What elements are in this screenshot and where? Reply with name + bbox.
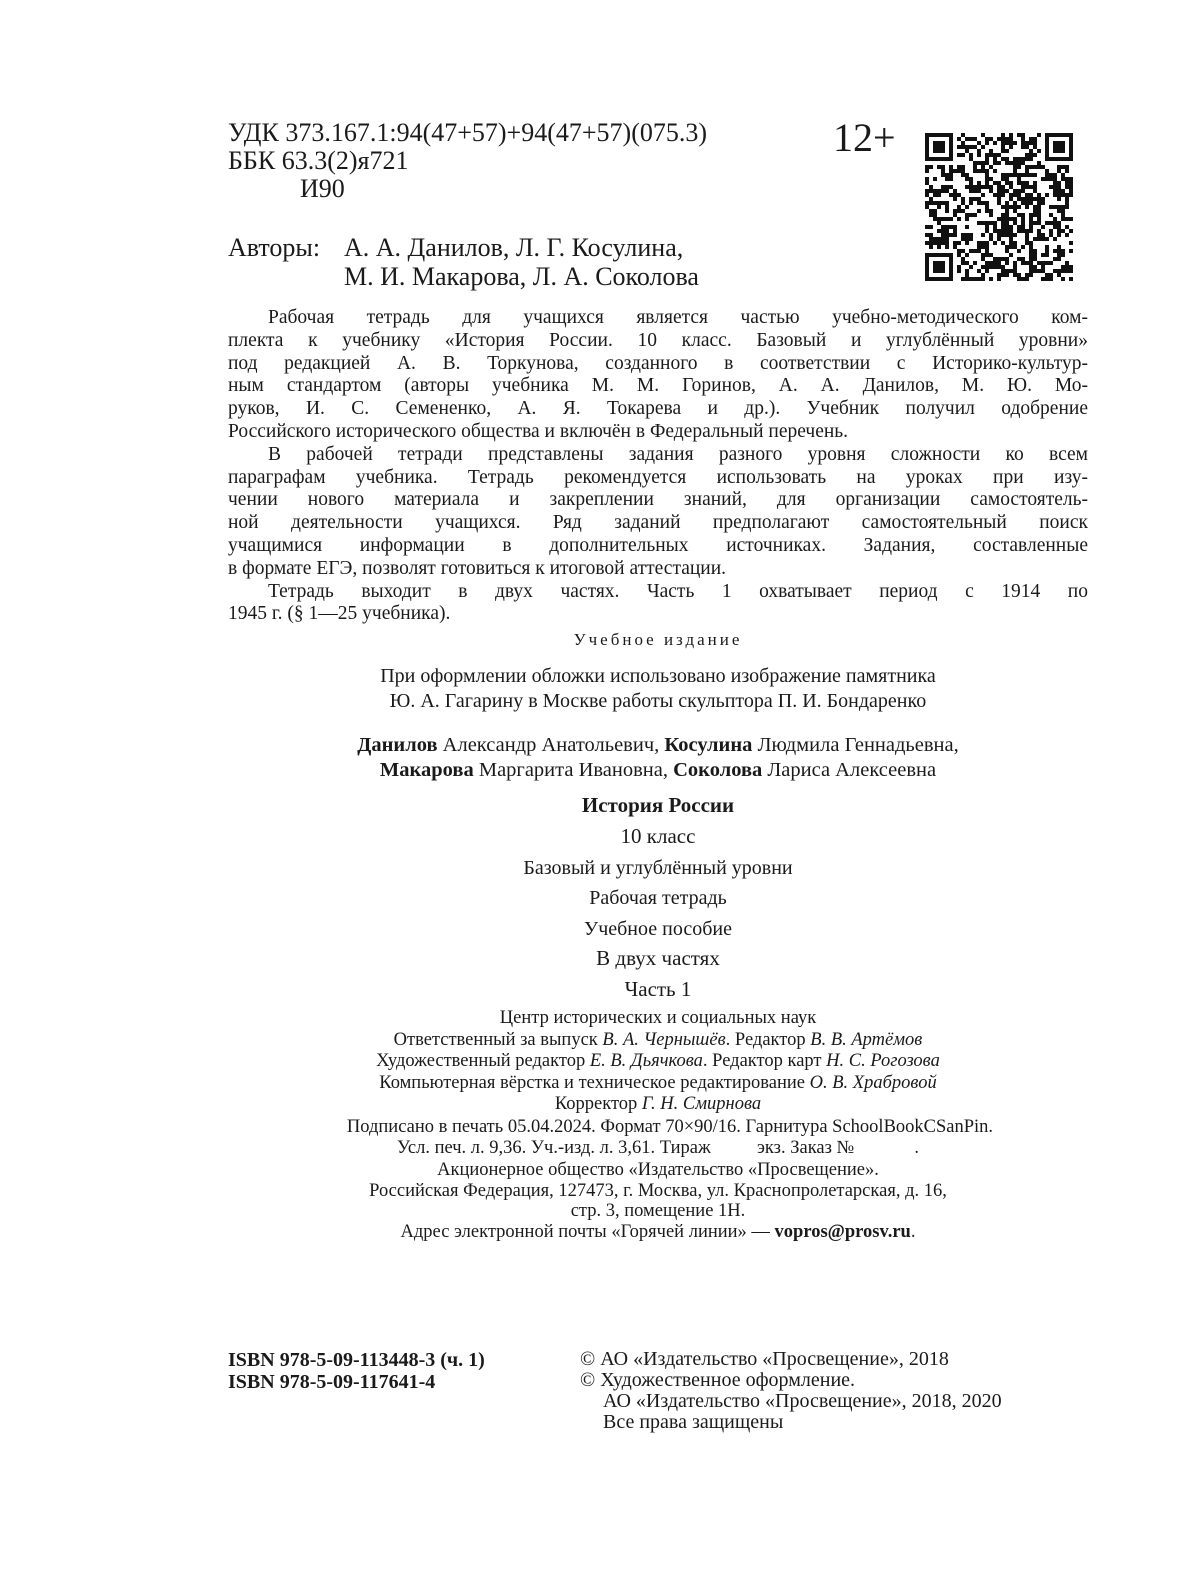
copyright-line: АО «Издательство «Просвещение», 2018, 2020 bbox=[603, 1390, 1002, 1412]
description bbox=[228, 307, 1088, 626]
description-line: В рабочей тетради представлены задания разного уровня сложности ко всем bbox=[268, 443, 1088, 465]
text-segment: Н. С. Рогозова bbox=[826, 1051, 940, 1071]
cover-note-1: При оформлении обложки использовано изображение памятника bbox=[380, 665, 936, 687]
book-kind: Учебное пособие bbox=[584, 918, 732, 940]
text-segment: Косулина bbox=[664, 734, 753, 756]
edition-type: Учебное издание bbox=[573, 630, 743, 649]
text-segment: Данилов bbox=[357, 734, 438, 756]
age-rating: 12+ bbox=[833, 115, 896, 160]
description-line: плекта к учебнику «История России. 10 класс. Базовый и углублённый уровни» bbox=[228, 329, 1088, 351]
text-segment: Центр исторических и социальных наук bbox=[499, 1008, 817, 1028]
full-authors-line bbox=[228, 733, 1088, 758]
text-segment: Александр Анатольевич, bbox=[437, 734, 665, 756]
text-segment: Адрес электронной почты «Горячей линии» — bbox=[400, 1221, 775, 1242]
description-line: под редакцией А. В. Торкунова, созданного в соответствии с Историко-культур- bbox=[228, 352, 1088, 374]
description-line: руков, И. С. Семененко, А. Я. Токарева и др.). Учебник получил одобрение bbox=[228, 398, 1088, 420]
book-parts: В двух частях bbox=[596, 946, 720, 970]
credits-line bbox=[228, 1008, 1088, 1030]
description-line: Тетрадь выходит в двух частях. Часть 1 охватывает период с 1914 по bbox=[268, 580, 1088, 602]
text-segment: Корректор bbox=[554, 1094, 642, 1114]
authors-line-1: А. А. Данилов, Л. Г. Косулина, bbox=[344, 233, 684, 262]
description-line: параграфам учебника. Тетрадь рекомендуется использовать на уроках при изу- bbox=[228, 466, 1088, 488]
publisher-line bbox=[228, 1160, 1088, 1181]
text-segment: Ответственный за выпуск bbox=[393, 1029, 603, 1050]
text-segment: Акционерное общество «Издательство «Просвещение». bbox=[437, 1160, 879, 1180]
text-segment: . Редактор карт bbox=[702, 1051, 827, 1071]
description-line: Российского исторического общества и включён в Федеральный перечень. bbox=[228, 420, 849, 442]
text-segment: Российская Федерация, 127473, г. Москва, ул. Краснопролетарская, д. 16, bbox=[369, 1180, 947, 1201]
text-segment: В. А. Чернышёв bbox=[602, 1029, 726, 1050]
credits-line bbox=[228, 1051, 1088, 1073]
publisher-line bbox=[228, 1181, 1088, 1202]
text-segment: стр. 3, помещение 1Н. bbox=[570, 1201, 746, 1221]
text-segment: Лариса Алексеевна bbox=[762, 759, 937, 781]
isbn-set: ISBN 978-5-09-117641-4 bbox=[228, 1371, 436, 1393]
credits-line bbox=[228, 1030, 1088, 1052]
book-part: Часть 1 bbox=[624, 977, 692, 1001]
isbn-part-1: ISBN 978-5-09-113448-3 (ч. 1) bbox=[228, 1349, 485, 1371]
udk-code: УДК 373.167.1:94(47+57)+94(47+57)(075.3) bbox=[228, 118, 708, 147]
text-segment: . Редактор bbox=[725, 1029, 811, 1050]
book-grade: 10 класс bbox=[620, 824, 696, 848]
text-segment: В. В. Артёмов bbox=[810, 1029, 923, 1050]
bbk-code: ББК 63.3(2)я721 bbox=[228, 146, 409, 175]
full-authors-line bbox=[228, 758, 1088, 783]
publisher-info bbox=[228, 1160, 1088, 1242]
copyright-line: © Художественное оформление. bbox=[580, 1369, 856, 1391]
text-segment: Макарова bbox=[379, 759, 474, 781]
print-info-1: Подписано в печать 05.04.2024. Формат 70×90/16. Гарнитура SchoolBookCSanPin. bbox=[346, 1117, 994, 1137]
email-link[interactable]: vopros@prosv.ru bbox=[774, 1221, 911, 1242]
print-info-2: Усл. печ. л. 9,36. Уч.-изд. л. 3,61. Тираж экз. Заказ № . bbox=[397, 1138, 919, 1158]
copyright-line: Все права защищены bbox=[603, 1411, 784, 1433]
credits-line bbox=[228, 1073, 1088, 1095]
authors-label: Авторы: bbox=[228, 233, 321, 262]
description-line: чении нового материала и закреплении знаний, для организации самостоятель- bbox=[228, 489, 1088, 511]
cover-note-2: Ю. А. Гагарину в Москве работы скульптора П. И. Бондаренко bbox=[389, 690, 927, 712]
text-segment: Соколова bbox=[673, 759, 763, 781]
description-line: в формате ЕГЭ, позволят готовиться к итоговой аттестации. bbox=[228, 557, 727, 579]
text-segment: Художественный редактор bbox=[376, 1051, 590, 1071]
description-line: ным стандартом (авторы учебника М. М. Горинов, А. А. Данилов, М. Ю. Мо- bbox=[228, 375, 1088, 397]
text-segment: . bbox=[910, 1221, 916, 1242]
text-segment: Е. В. Дьячкова bbox=[589, 1051, 703, 1071]
publisher-line bbox=[228, 1201, 1088, 1222]
book-level: Базовый и углублённый уровни bbox=[523, 857, 793, 879]
full-authors bbox=[228, 733, 1088, 783]
text-segment: О. В. Храбровой bbox=[809, 1072, 937, 1093]
book-type: Рабочая тетрадь bbox=[589, 887, 727, 909]
copyright-block bbox=[580, 1349, 1002, 1433]
text-segment: Компьютерная вёрстка и техническое редактирование bbox=[379, 1072, 810, 1093]
publisher-line bbox=[228, 1222, 1088, 1243]
isbn-block bbox=[228, 1349, 485, 1393]
copyright-line: © АО «Издательство «Просвещение», 2018 bbox=[580, 1348, 949, 1370]
qr-code bbox=[925, 133, 1073, 281]
text-segment: Маргарита Ивановна, bbox=[473, 759, 674, 781]
description-line: ной деятельности учащихся. Ряд заданий предполагают самостоятельный поиск bbox=[228, 512, 1088, 534]
description-line: учащимися информации в дополнительных источниках. Задания, составленные bbox=[228, 534, 1088, 556]
credits-line bbox=[228, 1094, 1088, 1116]
text-segment: Людмила Геннадьевна, bbox=[752, 734, 959, 756]
description-line: Рабочая тетрадь для учащихся является частью учебно-методического ком- bbox=[268, 307, 1088, 328]
author-mark: И90 bbox=[300, 174, 345, 203]
description-line: 1945 г. (§ 1—25 учебника). bbox=[228, 603, 451, 625]
book-title: История России bbox=[581, 793, 735, 817]
credits bbox=[228, 1008, 1088, 1116]
authors-line-2: М. И. Макарова, Л. А. Соколова bbox=[344, 262, 699, 291]
text-segment: Г. Н. Смирнова bbox=[641, 1094, 762, 1114]
